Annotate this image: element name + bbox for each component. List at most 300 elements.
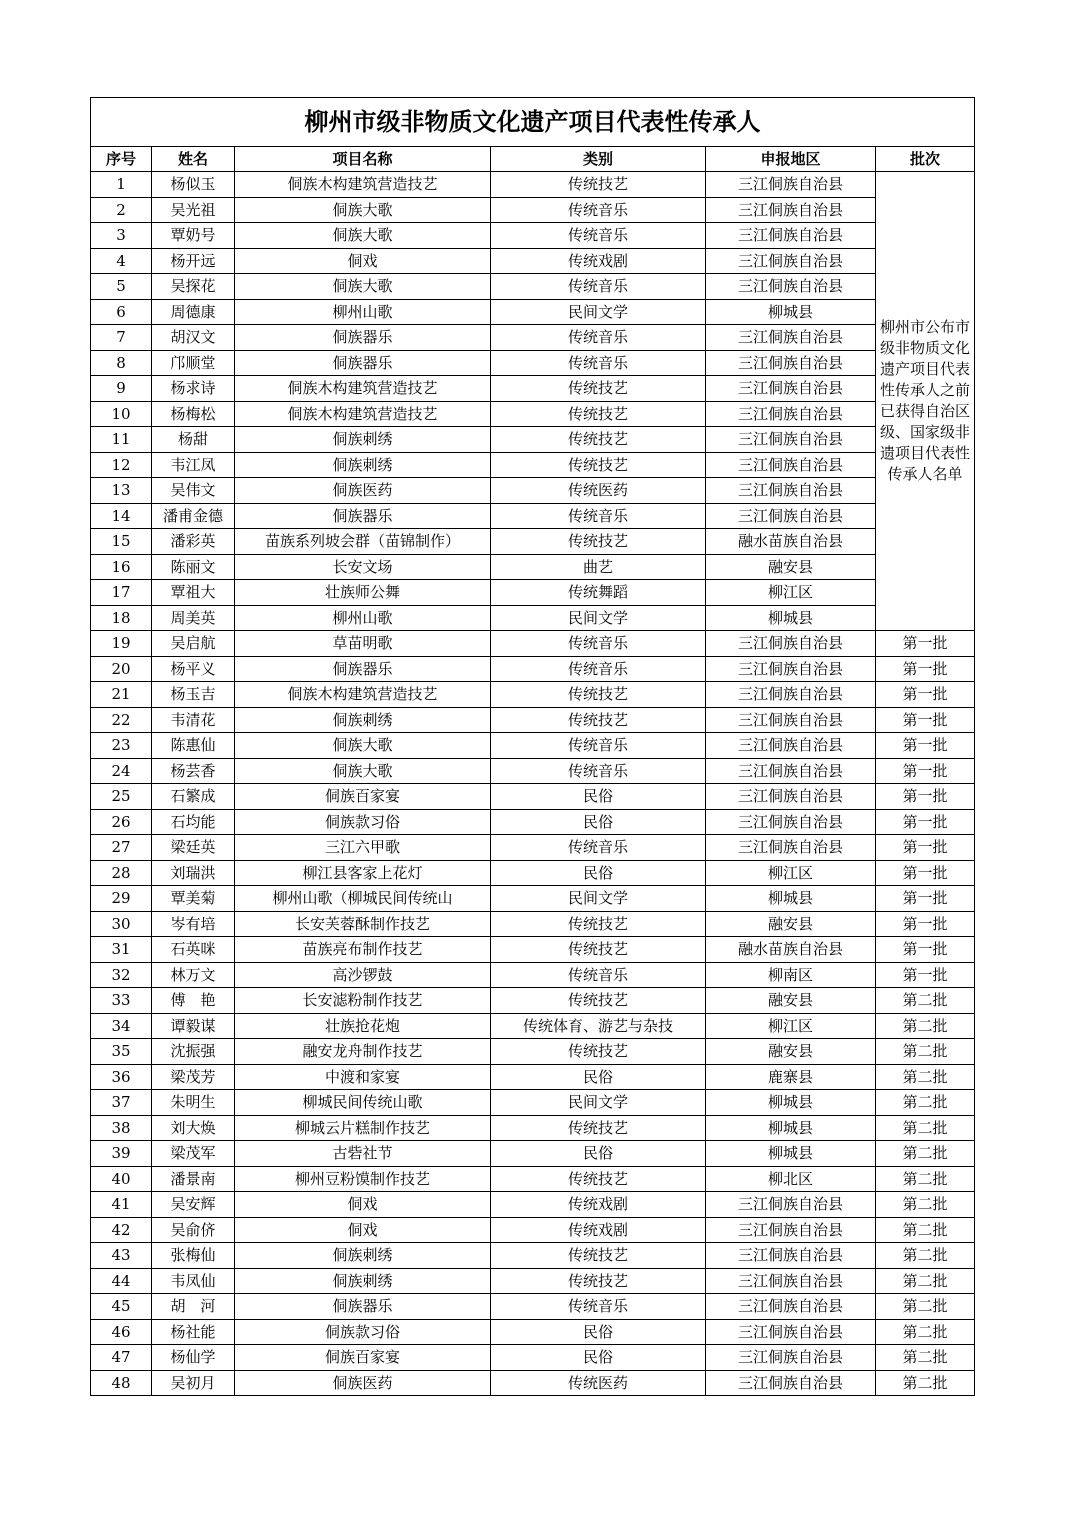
row-category: 传统技艺 <box>491 452 706 478</box>
row-project: 侗族款习俗 <box>235 1319 491 1345</box>
table-row <box>91 325 975 351</box>
row-no: 18 <box>91 605 152 631</box>
table-row <box>91 1039 975 1065</box>
row-region: 柳江区 <box>706 1013 876 1039</box>
row-project: 侗族器乐 <box>235 1294 491 1320</box>
row-project: 侗族木构建筑营造技艺 <box>235 682 491 708</box>
row-region: 三江侗族自治县 <box>706 376 876 402</box>
row-batch: 第二批 <box>876 1243 975 1269</box>
row-name: 周德康 <box>152 299 235 325</box>
row-project: 侗族器乐 <box>235 656 491 682</box>
row-no: 13 <box>91 478 152 504</box>
row-category: 传统戏剧 <box>491 1192 706 1218</box>
row-category: 传统技艺 <box>491 707 706 733</box>
row-region: 三江侗族自治县 <box>706 1217 876 1243</box>
header-batch: 批次 <box>876 147 975 172</box>
table-row <box>91 197 975 223</box>
row-no: 40 <box>91 1166 152 1192</box>
row-region: 三江侗族自治县 <box>706 248 876 274</box>
row-project: 侗戏 <box>235 248 491 274</box>
row-name: 沈振强 <box>152 1039 235 1065</box>
row-name: 陈惠仙 <box>152 733 235 759</box>
row-region: 三江侗族自治县 <box>706 1345 876 1371</box>
row-name: 杨玉吉 <box>152 682 235 708</box>
row-name: 胡汉文 <box>152 325 235 351</box>
table-row <box>91 733 975 759</box>
row-name: 梁茂军 <box>152 1141 235 1167</box>
row-category: 传统技艺 <box>491 376 706 402</box>
row-no: 19 <box>91 631 152 657</box>
row-region: 柳北区 <box>706 1166 876 1192</box>
row-region: 三江侗族自治县 <box>706 427 876 453</box>
row-category: 民俗 <box>491 1345 706 1371</box>
row-project: 侗族医药 <box>235 1370 491 1396</box>
row-category: 民俗 <box>491 1319 706 1345</box>
row-batch: 第二批 <box>876 1039 975 1065</box>
row-no: 42 <box>91 1217 152 1243</box>
row-no: 43 <box>91 1243 152 1269</box>
row-no: 25 <box>91 784 152 810</box>
row-batch: 第一批 <box>876 758 975 784</box>
row-project: 苗族亮布制作技艺 <box>235 937 491 963</box>
row-name: 杨平义 <box>152 656 235 682</box>
row-no: 10 <box>91 401 152 427</box>
row-name: 吴俞侪 <box>152 1217 235 1243</box>
row-batch: 第一批 <box>876 860 975 886</box>
row-region: 三江侗族自治县 <box>706 452 876 478</box>
row-category: 传统舞蹈 <box>491 580 706 606</box>
row-region: 三江侗族自治县 <box>706 733 876 759</box>
row-project: 侗族大歌 <box>235 274 491 300</box>
row-project: 侗族百家宴 <box>235 1345 491 1371</box>
row-region: 柳城县 <box>706 299 876 325</box>
row-project: 侗族木构建筑营造技艺 <box>235 376 491 402</box>
table-row <box>91 299 975 325</box>
row-no: 4 <box>91 248 152 274</box>
row-region: 鹿寨县 <box>706 1064 876 1090</box>
row-project: 高沙锣鼓 <box>235 962 491 988</box>
table-row <box>91 707 975 733</box>
inheritors-table <box>90 97 975 1396</box>
row-name: 杨求诗 <box>152 376 235 402</box>
header-project: 项目名称 <box>235 147 491 172</box>
row-batch: 第一批 <box>876 682 975 708</box>
row-name: 陈丽文 <box>152 554 235 580</box>
row-batch: 第一批 <box>876 656 975 682</box>
table-row <box>91 1166 975 1192</box>
table-row <box>91 376 975 402</box>
row-project: 侗族刺绣 <box>235 707 491 733</box>
row-name: 傅 艳 <box>152 988 235 1014</box>
row-project: 长安滤粉制作技艺 <box>235 988 491 1014</box>
header-name: 姓名 <box>152 147 235 172</box>
table-row <box>91 835 975 861</box>
row-name: 吴初月 <box>152 1370 235 1396</box>
row-category: 传统医药 <box>491 1370 706 1396</box>
row-name: 谭毅谋 <box>152 1013 235 1039</box>
row-no: 15 <box>91 529 152 555</box>
table-row <box>91 1141 975 1167</box>
row-region: 融水苗族自治县 <box>706 937 876 963</box>
row-project: 融安龙舟制作技艺 <box>235 1039 491 1065</box>
row-category: 传统音乐 <box>491 656 706 682</box>
row-region: 三江侗族自治县 <box>706 631 876 657</box>
table-row <box>91 1192 975 1218</box>
row-category: 传统技艺 <box>491 1115 706 1141</box>
row-name: 杨甜 <box>152 427 235 453</box>
row-region: 三江侗族自治县 <box>706 197 876 223</box>
row-no: 28 <box>91 860 152 886</box>
table-row <box>91 886 975 912</box>
row-region: 柳城县 <box>706 1115 876 1141</box>
row-category: 曲艺 <box>491 554 706 580</box>
row-no: 30 <box>91 911 152 937</box>
row-no: 17 <box>91 580 152 606</box>
row-category: 传统技艺 <box>491 427 706 453</box>
row-no: 9 <box>91 376 152 402</box>
merged-batch-note: 柳州市公布市级非物质文化遗产项目代表性传承人之前已获得自治区级、国家级非遗项目代表性传承人名单 <box>876 172 975 631</box>
row-name: 吴伟文 <box>152 478 235 504</box>
row-region: 融水苗族自治县 <box>706 529 876 555</box>
row-region: 三江侗族自治县 <box>706 1243 876 1269</box>
row-batch: 第一批 <box>876 886 975 912</box>
row-project: 侗族百家宴 <box>235 784 491 810</box>
row-batch: 第一批 <box>876 707 975 733</box>
row-no: 39 <box>91 1141 152 1167</box>
row-batch: 第二批 <box>876 1090 975 1116</box>
row-no: 26 <box>91 809 152 835</box>
row-no: 1 <box>91 172 152 198</box>
table-row <box>91 529 975 555</box>
row-no: 38 <box>91 1115 152 1141</box>
row-region: 三江侗族自治县 <box>706 1268 876 1294</box>
table-row <box>91 478 975 504</box>
row-project: 侗族大歌 <box>235 758 491 784</box>
row-name: 岑有培 <box>152 911 235 937</box>
row-name: 刘大焕 <box>152 1115 235 1141</box>
table-row <box>91 1090 975 1116</box>
row-project: 侗族大歌 <box>235 223 491 249</box>
row-region: 三江侗族自治县 <box>706 1192 876 1218</box>
row-no: 29 <box>91 886 152 912</box>
row-batch: 第二批 <box>876 1294 975 1320</box>
row-region: 三江侗族自治县 <box>706 274 876 300</box>
row-project: 侗族大歌 <box>235 733 491 759</box>
row-batch: 第二批 <box>876 1319 975 1345</box>
row-no: 14 <box>91 503 152 529</box>
row-project: 侗族刺绣 <box>235 1243 491 1269</box>
row-name: 杨梅松 <box>152 401 235 427</box>
row-project: 柳州山歌 <box>235 299 491 325</box>
row-name: 杨社能 <box>152 1319 235 1345</box>
row-project: 柳州豆粉馍制作技艺 <box>235 1166 491 1192</box>
row-project: 侗族刺绣 <box>235 1268 491 1294</box>
table-row <box>91 962 975 988</box>
table-row <box>91 554 975 580</box>
row-region: 三江侗族自治县 <box>706 223 876 249</box>
row-no: 7 <box>91 325 152 351</box>
table-row <box>91 758 975 784</box>
row-category: 传统音乐 <box>491 350 706 376</box>
table-row <box>91 580 975 606</box>
row-batch: 第二批 <box>876 1064 975 1090</box>
row-category: 传统音乐 <box>491 962 706 988</box>
row-name: 梁茂芳 <box>152 1064 235 1090</box>
row-no: 33 <box>91 988 152 1014</box>
row-name: 吴安辉 <box>152 1192 235 1218</box>
row-project: 侗族刺绣 <box>235 427 491 453</box>
row-no: 11 <box>91 427 152 453</box>
row-name: 杨开远 <box>152 248 235 274</box>
row-region: 三江侗族自治县 <box>706 503 876 529</box>
row-name: 潘景南 <box>152 1166 235 1192</box>
row-project: 侗族大歌 <box>235 197 491 223</box>
row-project: 侗族医药 <box>235 478 491 504</box>
table-row <box>91 1319 975 1345</box>
row-name: 杨似玉 <box>152 172 235 198</box>
table-body <box>91 172 975 1396</box>
table-row <box>91 605 975 631</box>
row-batch: 第二批 <box>876 1268 975 1294</box>
row-category: 传统技艺 <box>491 911 706 937</box>
row-category: 传统医药 <box>491 478 706 504</box>
row-no: 2 <box>91 197 152 223</box>
row-region: 柳江区 <box>706 580 876 606</box>
row-region: 柳城县 <box>706 1141 876 1167</box>
table-row <box>91 1217 975 1243</box>
row-project: 中渡和家宴 <box>235 1064 491 1090</box>
row-category: 传统技艺 <box>491 988 706 1014</box>
row-category: 传统音乐 <box>491 274 706 300</box>
row-category: 传统音乐 <box>491 223 706 249</box>
row-no: 47 <box>91 1345 152 1371</box>
table-row <box>91 656 975 682</box>
row-name: 朱明生 <box>152 1090 235 1116</box>
row-name: 吴光祖 <box>152 197 235 223</box>
row-no: 3 <box>91 223 152 249</box>
row-category: 传统技艺 <box>491 1166 706 1192</box>
row-name: 韦清花 <box>152 707 235 733</box>
row-name: 韦江凤 <box>152 452 235 478</box>
row-region: 柳城县 <box>706 886 876 912</box>
row-batch: 第二批 <box>876 1166 975 1192</box>
row-project: 三江六甲歌 <box>235 835 491 861</box>
row-project: 长安芙蓉酥制作技艺 <box>235 911 491 937</box>
row-category: 民俗 <box>491 809 706 835</box>
row-batch: 第二批 <box>876 1345 975 1371</box>
document-sheet <box>90 97 974 1396</box>
row-category: 民间文学 <box>491 1090 706 1116</box>
row-category: 传统音乐 <box>491 197 706 223</box>
row-category: 传统戏剧 <box>491 248 706 274</box>
table-row <box>91 1115 975 1141</box>
row-no: 31 <box>91 937 152 963</box>
row-no: 37 <box>91 1090 152 1116</box>
table-row <box>91 784 975 810</box>
row-no: 23 <box>91 733 152 759</box>
table-row <box>91 631 975 657</box>
row-name: 石繁成 <box>152 784 235 810</box>
row-region: 三江侗族自治县 <box>706 1370 876 1396</box>
table-row <box>91 1268 975 1294</box>
row-project: 侗戏 <box>235 1192 491 1218</box>
header-no: 序号 <box>91 147 152 172</box>
row-category: 民俗 <box>491 860 706 886</box>
row-name: 周美英 <box>152 605 235 631</box>
row-project: 壮族抢花炮 <box>235 1013 491 1039</box>
row-category: 传统技艺 <box>491 1039 706 1065</box>
row-no: 32 <box>91 962 152 988</box>
row-batch: 第一批 <box>876 784 975 810</box>
row-no: 41 <box>91 1192 152 1218</box>
row-no: 24 <box>91 758 152 784</box>
row-no: 16 <box>91 554 152 580</box>
row-no: 48 <box>91 1370 152 1396</box>
row-region: 三江侗族自治县 <box>706 835 876 861</box>
row-batch: 第一批 <box>876 809 975 835</box>
row-category: 民间文学 <box>491 886 706 912</box>
row-category: 民俗 <box>491 1141 706 1167</box>
row-project: 草苗明歌 <box>235 631 491 657</box>
header-row <box>91 147 975 172</box>
row-project: 侗族款习俗 <box>235 809 491 835</box>
row-region: 融安县 <box>706 554 876 580</box>
row-region: 融安县 <box>706 988 876 1014</box>
row-batch: 第一批 <box>876 835 975 861</box>
row-name: 梁廷英 <box>152 835 235 861</box>
row-category: 传统技艺 <box>491 172 706 198</box>
row-region: 三江侗族自治县 <box>706 682 876 708</box>
row-project: 侗族器乐 <box>235 350 491 376</box>
table-row <box>91 427 975 453</box>
row-region: 融安县 <box>706 1039 876 1065</box>
row-category: 传统音乐 <box>491 325 706 351</box>
row-region: 三江侗族自治县 <box>706 707 876 733</box>
row-name: 石均能 <box>152 809 235 835</box>
row-project: 侗戏 <box>235 1217 491 1243</box>
row-project: 柳州山歌 <box>235 605 491 631</box>
row-name: 吴启航 <box>152 631 235 657</box>
row-region: 三江侗族自治县 <box>706 1319 876 1345</box>
table-row <box>91 503 975 529</box>
row-name: 覃奶号 <box>152 223 235 249</box>
row-category: 传统音乐 <box>491 835 706 861</box>
row-category: 传统音乐 <box>491 758 706 784</box>
header-region: 申报地区 <box>706 147 876 172</box>
row-category: 传统技艺 <box>491 937 706 963</box>
table-row <box>91 1064 975 1090</box>
row-category: 民间文学 <box>491 605 706 631</box>
table-row <box>91 248 975 274</box>
row-batch: 第二批 <box>876 1217 975 1243</box>
row-project: 侗族器乐 <box>235 503 491 529</box>
row-region: 三江侗族自治县 <box>706 1294 876 1320</box>
row-no: 21 <box>91 682 152 708</box>
row-no: 8 <box>91 350 152 376</box>
row-name: 胡 河 <box>152 1294 235 1320</box>
row-no: 35 <box>91 1039 152 1065</box>
row-project: 苗族系列坡会群（苗锦制作） <box>235 529 491 555</box>
row-region: 柳城县 <box>706 605 876 631</box>
row-project: 柳州山歌（柳城民间传统山 <box>235 886 491 912</box>
row-region: 三江侗族自治县 <box>706 809 876 835</box>
header-category: 类别 <box>491 147 706 172</box>
row-project: 壮族师公舞 <box>235 580 491 606</box>
row-name: 覃祖大 <box>152 580 235 606</box>
row-region: 三江侗族自治县 <box>706 784 876 810</box>
row-category: 传统技艺 <box>491 401 706 427</box>
row-no: 20 <box>91 656 152 682</box>
row-batch: 第二批 <box>876 1013 975 1039</box>
row-project: 柳江县客家上花灯 <box>235 860 491 886</box>
row-name: 潘甫金德 <box>152 503 235 529</box>
row-region: 三江侗族自治县 <box>706 401 876 427</box>
row-region: 三江侗族自治县 <box>706 656 876 682</box>
row-project: 侗族器乐 <box>235 325 491 351</box>
table-row <box>91 274 975 300</box>
row-batch: 第一批 <box>876 937 975 963</box>
row-category: 民间文学 <box>491 299 706 325</box>
row-batch: 第二批 <box>876 1370 975 1396</box>
row-batch: 第一批 <box>876 733 975 759</box>
row-no: 12 <box>91 452 152 478</box>
row-batch: 第一批 <box>876 911 975 937</box>
row-region: 三江侗族自治县 <box>706 325 876 351</box>
row-region: 三江侗族自治县 <box>706 478 876 504</box>
row-category: 传统技艺 <box>491 682 706 708</box>
row-no: 22 <box>91 707 152 733</box>
table-row <box>91 223 975 249</box>
table-row <box>91 860 975 886</box>
row-batch: 第二批 <box>876 1192 975 1218</box>
row-no: 36 <box>91 1064 152 1090</box>
table-row <box>91 988 975 1014</box>
row-name: 杨仙学 <box>152 1345 235 1371</box>
row-name: 吴探花 <box>152 274 235 300</box>
row-name: 韦凤仙 <box>152 1268 235 1294</box>
row-name: 张梅仙 <box>152 1243 235 1269</box>
table-row <box>91 350 975 376</box>
row-no: 46 <box>91 1319 152 1345</box>
row-project: 侗族刺绣 <box>235 452 491 478</box>
table-row <box>91 911 975 937</box>
table-row <box>91 937 975 963</box>
row-category: 传统音乐 <box>491 631 706 657</box>
row-category: 传统技艺 <box>491 1243 706 1269</box>
row-region: 三江侗族自治县 <box>706 758 876 784</box>
row-category: 传统体育、游艺与杂技 <box>491 1013 706 1039</box>
row-region: 三江侗族自治县 <box>706 350 876 376</box>
row-no: 27 <box>91 835 152 861</box>
row-name: 林万文 <box>152 962 235 988</box>
row-project: 侗族木构建筑营造技艺 <box>235 172 491 198</box>
row-name: 石英咪 <box>152 937 235 963</box>
row-category: 传统音乐 <box>491 503 706 529</box>
row-batch: 第一批 <box>876 631 975 657</box>
row-project: 长安文场 <box>235 554 491 580</box>
table-row <box>91 1370 975 1396</box>
row-category: 传统戏剧 <box>491 1217 706 1243</box>
row-name: 刘瑞洪 <box>152 860 235 886</box>
row-category: 民俗 <box>491 1064 706 1090</box>
row-project: 柳城云片糕制作技艺 <box>235 1115 491 1141</box>
row-no: 6 <box>91 299 152 325</box>
row-region: 柳南区 <box>706 962 876 988</box>
table-row <box>91 1294 975 1320</box>
row-category: 民俗 <box>491 784 706 810</box>
row-name: 潘彩英 <box>152 529 235 555</box>
row-region: 柳城县 <box>706 1090 876 1116</box>
